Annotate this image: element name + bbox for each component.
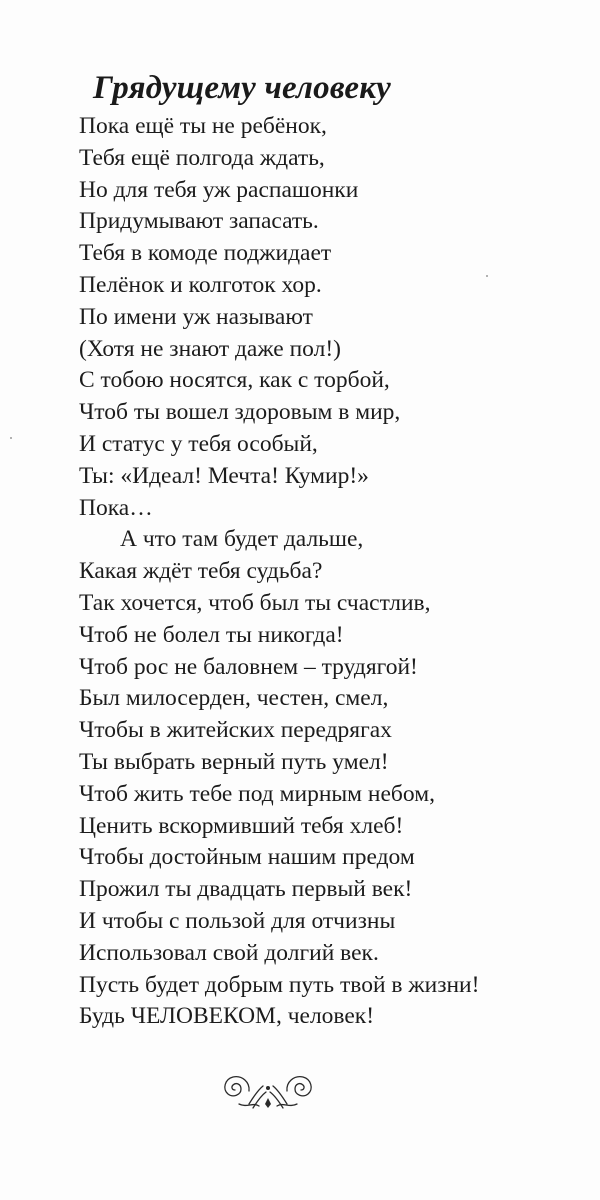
poem-line: (Хотя не знают даже пол!): [79, 335, 341, 362]
paper-speck: [10, 437, 12, 439]
poem-line: Был милосерден, честен, смел,: [79, 685, 389, 712]
poem-line: Будь ЧЕЛОВЕКОМ, человек!: [79, 1003, 375, 1030]
poem-line: С тобою носятся, как с торбой,: [79, 367, 390, 394]
poem-line: Ты: «Идеал! Мечта! Кумир!»: [79, 462, 369, 489]
poem-line: Ты выбрать верный путь умел!: [79, 748, 389, 775]
poem-body: [79, 111, 579, 1033]
poem-line: И статус у тебя особый,: [79, 430, 318, 457]
poem-line: Пусть будет добрым путь твой в жизни!: [79, 971, 480, 998]
poem-line: Тебя ещё полгода ждать,: [79, 144, 325, 171]
poem-line: Прожил ты двадцать первый век!: [79, 876, 413, 903]
poem-title: Грядущему человеку: [93, 70, 392, 106]
poem-line: Придумывают запасать.: [79, 208, 319, 235]
poem-line: Пока ещё ты не ребёнок,: [79, 113, 327, 139]
poem-line: Ценить вскормивший тебя хлеб!: [79, 812, 404, 839]
poem-line: Пелёнок и колготок хор.: [79, 271, 322, 298]
poem-line: Чтоб рос не баловнем – трудягой!: [79, 653, 418, 680]
paper-speck: [486, 275, 488, 277]
poem-line: Так хочется, чтоб был ты счастлив,: [79, 589, 431, 616]
poem-line: Пока…: [79, 494, 153, 521]
poem-line: По имени уж называют: [79, 303, 313, 330]
poem-line: Чтоб ты вошел здоровым в мир,: [79, 399, 401, 426]
poem-line: Какая ждёт тебя судьба?: [79, 558, 323, 585]
poem-line: Чтобы в житейских передрягах: [79, 717, 392, 744]
poem-line: Чтобы достойным нашим предом: [79, 844, 415, 871]
decorative-swirl-icon: [213, 1060, 323, 1120]
poem-line: И чтобы с пользой для отчизны: [79, 907, 396, 934]
poem-line: Чтоб не болел ты никогда!: [79, 621, 344, 648]
poem-line: Использовал свой долгий век.: [79, 939, 379, 966]
poem-line: Чтоб жить тебе под мирным небом,: [79, 780, 435, 807]
poem-line: Тебя в комоде поджидает: [79, 240, 332, 267]
poem-line: Но для тебя уж распашонки: [79, 176, 359, 203]
poem-line: А что там будет дальше,: [120, 526, 364, 553]
